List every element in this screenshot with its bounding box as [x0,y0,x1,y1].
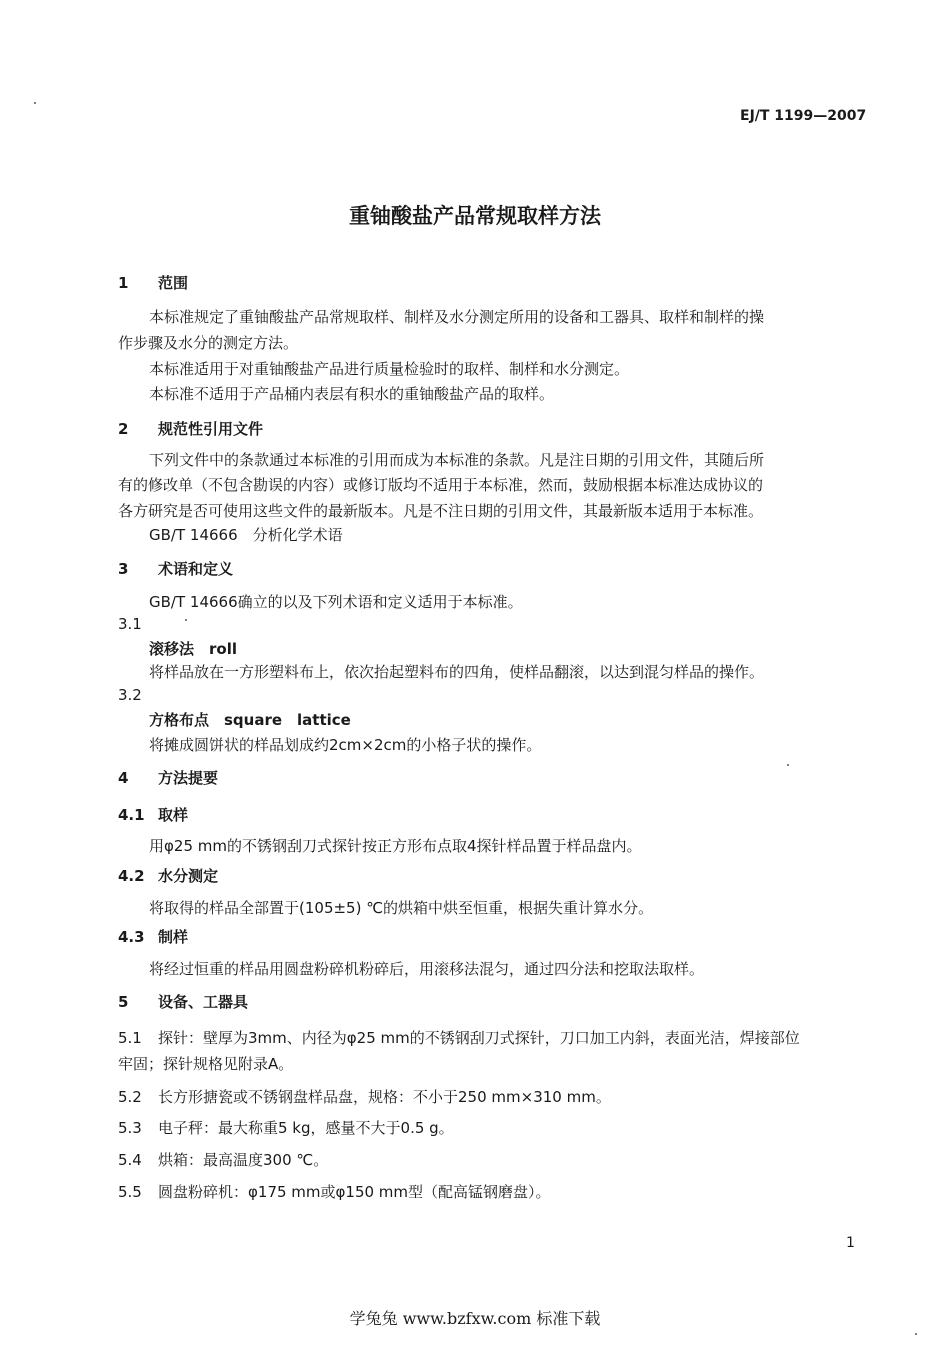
term-definition: 将摊成圆饼状的样品划成约2cm×2cm的小格子状的操作。 [149,736,542,754]
paragraph-line: 用φ25 mm的不锈钢刮刀式探针按正方形布点取4探针样品置于样品盘内。 [149,837,642,855]
section-number: 2 [118,420,129,438]
list-item [118,1181,551,1202]
item-number: 5.4 [118,1151,142,1169]
paragraph-line: 牢固；探针规格见附录A。 [118,1055,294,1073]
term-name: 方格布点 square lattice [149,711,351,729]
item-text: 长方形搪瓷或不锈钢盘样品盘，规格：不小于250 mm×310 mm。 [158,1088,611,1106]
term-number: 3.1 [118,615,142,633]
paragraph-line: 有的修改单（不包含勘误的内容）或修订版均不适用于本标准，然而，鼓励根据本标准达成协议的 [118,476,764,494]
term-name: 滚移法 roll [149,640,237,658]
section-5-heading [118,991,248,1012]
section-3-heading [118,558,233,579]
section-title: 范围 [158,274,189,292]
paragraph-line: 本标准适用于对重铀酸盐产品进行质量检验时的取样、制样和水分测定。 [149,360,630,378]
item-text: 探针：壁厚为3mm、内径为φ25 mm的不锈钢刮刀式探针，刀口加工内斜，表面光洁，焊接部位 [158,1029,800,1047]
list-item [118,1117,454,1138]
scan-speck [185,619,187,621]
item-number: 5.3 [118,1119,142,1137]
paragraph-line: 将经过恒重的样品用圆盘粉碎机粉碎后，用滚移法混匀，通过四分法和挖取法取样。 [149,960,705,978]
item-text: 圆盘粉碎机：φ175 mm或φ150 mm型（配高锰钢磨盘）。 [158,1183,551,1201]
subsection-number: 4.2 [118,867,145,885]
subsection-number: 4.1 [118,806,145,824]
section-number: 3 [118,560,129,578]
section-title: 设备、工器具 [158,993,249,1011]
document-title: 重铀酸盐产品常规取样方法 [349,204,601,228]
subsection-4-1-heading [118,804,188,825]
scan-speck [787,764,789,766]
paragraph-line: GB/T 14666确立的以及下列术语和定义适用于本标准。 [149,593,523,611]
term-number: 3.2 [118,686,142,704]
section-title: 术语和定义 [158,560,234,578]
subsection-title: 制样 [158,928,189,946]
page-number: 1 [846,1235,855,1251]
section-title: 规范性引用文件 [158,420,264,438]
paragraph-line: 下列文件中的条款通过本标准的引用而成为本标准的条款。凡是注日期的引用文件，其随后所 [149,451,765,469]
subsection-number: 4.3 [118,928,145,946]
item-number: 5.5 [118,1183,142,1201]
scan-speck [915,1333,917,1335]
section-1-heading [118,272,188,293]
subsection-4-2-heading [118,865,218,886]
section-4-heading [118,767,218,788]
standard-number: EJ/T 1199—2007 [740,108,867,124]
footer-watermark: 学兔兔 www.bzfxw.com 标准下载 [349,1309,601,1328]
section-title: 方法提要 [158,769,219,787]
section-number: 1 [118,274,129,292]
item-text: 电子秤：最大称重5 kg，感量不大于0.5 g。 [158,1119,454,1137]
item-number: 5.1 [118,1029,142,1047]
paragraph-line: 作步骤及水分的测定方法。 [118,334,299,352]
paragraph-line: 本标准不适用于产品桶内表层有积水的重铀酸盐产品的取样。 [149,385,555,403]
list-item [118,1086,611,1107]
subsection-4-3-heading [118,926,188,947]
subsection-title: 水分测定 [158,867,219,885]
subsection-title: 取样 [158,806,189,824]
item-number: 5.2 [118,1088,142,1106]
list-item [118,1027,800,1048]
item-text: 烘箱：最高温度300 ℃。 [158,1151,329,1169]
scan-speck [34,102,36,104]
list-item [118,1149,328,1170]
reference-item: GB/T 14666 分析化学术语 [149,526,343,544]
paragraph-line: 各方研究是否可使用这些文件的最新版本。凡是不注日期的引用文件，其最新版本适用于本标准。 [118,502,764,520]
term-definition: 将样品放在一方形塑料布上，依次抬起塑料布的四角，使样品翻滚，以达到混匀样品的操作。 [149,663,765,681]
section-2-heading [118,418,263,439]
paragraph-line: 将取得的样品全部置于(105±5) ℃的烘箱中烘至恒重，根据失重计算水分。 [149,899,654,917]
section-number: 5 [118,993,129,1011]
section-number: 4 [118,769,129,787]
paragraph-line: 本标准规定了重铀酸盐产品常规取样、制样及水分测定所用的设备和工器具、取样和制样的操 [149,308,765,326]
